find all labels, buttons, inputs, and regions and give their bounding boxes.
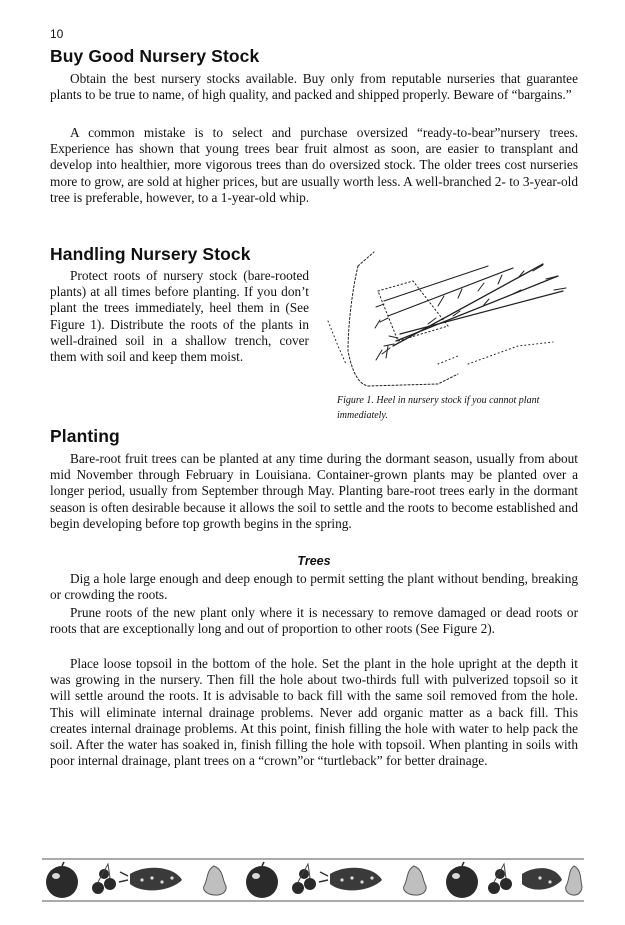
heading-buy-good-nursery-stock: Buy Good Nursery Stock [50, 46, 260, 66]
cherries-icon [488, 864, 512, 894]
pear-icon [566, 866, 582, 895]
paragraph-buy-2: A common mistake is to select and purchase oversized “ready-to-bear”nursery trees. Experience has shown that young trees bear fruit almost as soon, are easier to transplant and develop into healthier, more vigorous trees than do oversized stock. The older trees cost nurseries more to grow, are sold at higher prices, but are usually worth less. A well-branched 2- to 3-year-old tree is preferable, however, to a 1-year-old whip. [50, 125, 578, 205]
figure-1-illustration [318, 246, 580, 388]
paragraph-planting-1: Bare-root fruit trees can be planted at any time during the dormant season, usually from about mid November through February in Louisiana. Container-grown plants may be planted over a longer period, usually from September through May. Planting bare-root trees early in the dormant season is often desirable because it allows the soil to settle and the roots to become established and begin developing before top growth begins in the spring. [50, 451, 578, 531]
heeled-in-trees-illustration [318, 246, 580, 388]
apple-icon [46, 862, 78, 898]
apple-icon [446, 862, 478, 898]
subheading-trees: Trees [297, 554, 331, 568]
cherries-icon [292, 864, 316, 894]
strawberry-icon [522, 868, 562, 889]
paragraph-handling-1: Protect roots of nursery stock (bare-rooted plants) at all times before planting. If you don’t plant the trees immediately, heel them in (See Figure 1). Distribute the roots of the plants in well-drained soil in a shallow trench, cover them with soil and keep them moist. [50, 268, 309, 365]
paragraph-trees-2: Prune roots of the new plant only where it is necessary to remove damaged or dead roots or roots that are exceptionally long and out of proportion to other roots (See Figure 2). [50, 605, 578, 637]
paragraph-buy-1: Obtain the best nursery stocks available. Buy only from reputable nurseries that guarantee plants to be true to name, of high quality, and packed and shipped properly. Beware of “bargains.” [50, 71, 578, 103]
paragraph-trees-3: Place loose topsoil in the bottom of the hole. Set the plant in the hole upright at the depth it was growing in the nursery. Then fill the hole about two-thirds full with pulverized topsoil so it will settle around the roots. It is advisable to back fill with the same soil removed from the hole. This will eliminate internal drainage problems. Never add organic matter as a back fill. This creates internal drainage problems. At this point, finish filling the hole with water to help pack the soil. After the water has soaked in, finish filling the hole with topsoil. When planting in soils with poor internal drainage, plant trees on a “crown”or “turtleback” for better drainage. [50, 656, 578, 769]
figure-1-caption: Figure 1. Heel in nursery stock if you cannot plant immediately. [337, 395, 540, 421]
strawberry-icon [119, 868, 182, 891]
strawberry-icon [319, 868, 382, 891]
heading-planting: Planting [50, 426, 120, 446]
heading-handling-nursery-stock: Handling Nursery Stock [50, 244, 251, 264]
fruit-border-strip [42, 858, 584, 902]
pear-icon [204, 866, 226, 895]
cherries-icon [92, 864, 116, 894]
apple-icon [246, 862, 278, 898]
page-number: 10 [50, 27, 64, 41]
pear-icon [404, 866, 426, 895]
paragraph-trees-1: Dig a hole large enough and deep enough to permit setting the plant without bending, breaking or crowding the roots. [50, 571, 578, 603]
